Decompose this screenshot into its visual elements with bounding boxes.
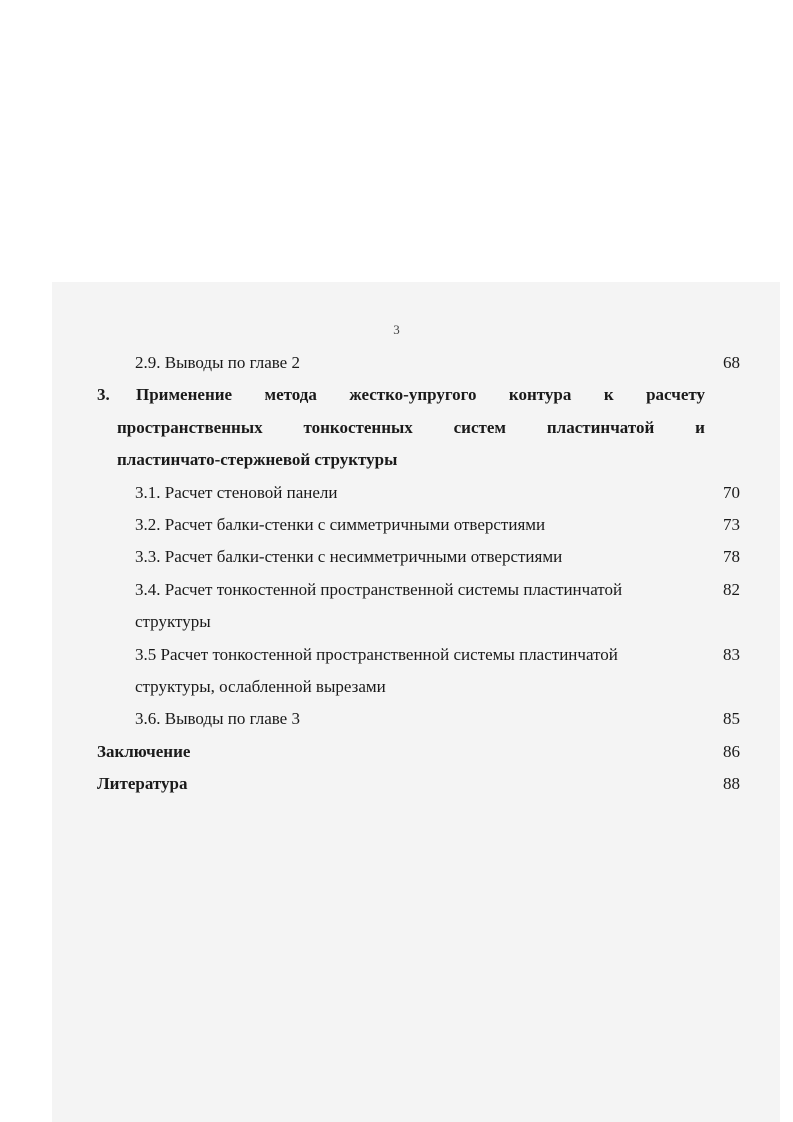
toc-entry-3-6	[0, 703, 793, 735]
chapter-title-line1	[136, 379, 705, 411]
toc-entry-title: 3.4. Расчет тонкостенной пространственной системы пластинчатой	[135, 579, 623, 599]
toc-entry-3-1	[0, 477, 793, 509]
toc-entry-page: 82	[723, 579, 740, 599]
chapter-title-word: систем	[453, 417, 507, 437]
table-of-contents	[0, 347, 793, 800]
toc-entry-conclusion	[0, 736, 793, 768]
toc-entry-title: 2.9. Выводы по главе 2	[135, 353, 300, 372]
chapter-title-word: к	[603, 385, 614, 405]
toc-entry-title: 3.3. Расчет балки-стенки с несимметричными отверстиями	[135, 547, 563, 567]
toc-chapter-3-heading-line1	[0, 379, 793, 411]
chapter-title-word: пластинчатой	[546, 417, 655, 437]
chapter-title-word: метода	[264, 385, 317, 405]
toc-entry-page: 68	[723, 353, 740, 372]
toc-chapter-3-heading-line2	[0, 412, 793, 444]
chapter-title-word: пространственных	[117, 417, 263, 437]
toc-entry-3-4	[0, 574, 793, 606]
toc-entry-title: 3.5 Расчет тонкостенной пространственной системы пластинчатой	[135, 644, 618, 664]
toc-chapter-3-heading-line3	[0, 444, 793, 476]
toc-entry-3-5	[0, 639, 793, 671]
page-number: 3	[393, 322, 400, 337]
toc-entry-3-3	[0, 541, 793, 573]
chapter-title-word: Применение	[136, 385, 233, 405]
toc-entry-page: 85	[723, 709, 740, 729]
chapter-title-line2	[117, 412, 705, 444]
toc-entry-title: 3.2. Расчет балки-стенки с симметричными отверстиями	[135, 514, 546, 534]
toc-entry-title-continued: структуры, ослабленной вырезами	[135, 676, 386, 696]
chapter-title-line3: пластинчато-стержневой структуры	[117, 450, 398, 470]
chapter-title-word: контура	[508, 385, 572, 405]
toc-entry-title-continued: структуры	[135, 612, 211, 632]
chapter-title-word: жестко-упругого	[349, 385, 477, 405]
toc-entry-page: 78	[723, 547, 740, 567]
chapter-title-word: тонкостенных	[303, 417, 413, 437]
toc-entry-literature	[0, 768, 793, 800]
toc-entry-title: 3.6. Выводы по главе 3	[135, 709, 300, 729]
chapter-title-word: расчету	[646, 385, 705, 405]
toc-entry-page: 88	[723, 774, 740, 794]
toc-entry-title: 3.1. Расчет стеновой панели	[135, 482, 338, 502]
toc-entry-page: 73	[723, 514, 740, 534]
toc-entry-page: 86	[723, 741, 740, 761]
toc-entry-3-4-continued	[0, 606, 793, 638]
toc-entry-2-9	[0, 347, 793, 379]
chapter-title-word: и	[695, 417, 705, 437]
toc-entry-3-5-continued	[0, 671, 793, 703]
chapter-number: 3.	[97, 385, 110, 405]
toc-entry-page: 70	[723, 482, 740, 502]
toc-entry-3-2	[0, 509, 793, 541]
toc-entry-page: 83	[723, 644, 740, 664]
toc-entry-title: Заключение	[97, 741, 191, 761]
toc-entry-title: Литература	[97, 774, 188, 794]
